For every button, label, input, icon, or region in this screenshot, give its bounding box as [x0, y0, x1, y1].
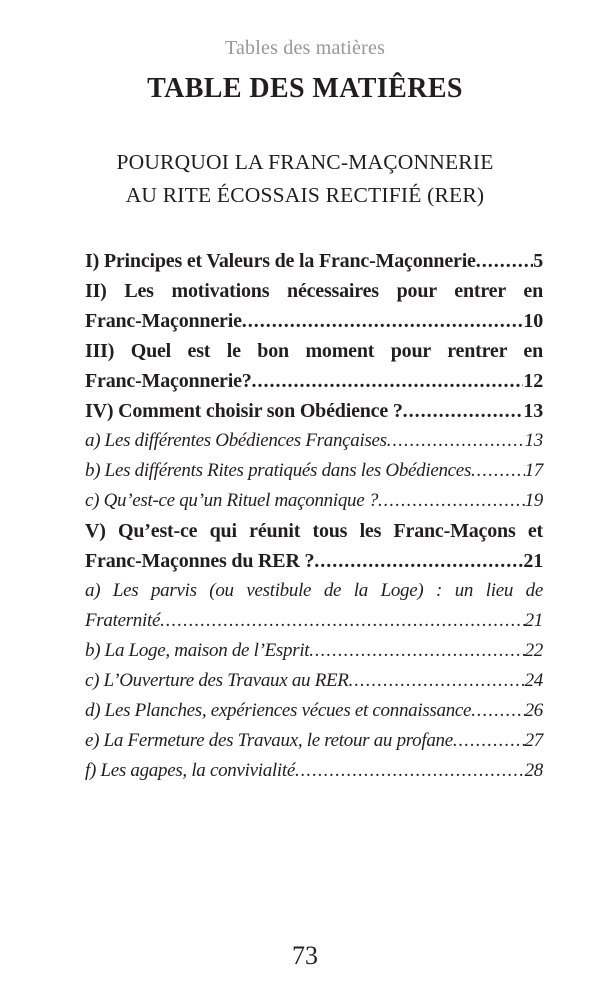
toc-entry-page-number: 26 [524, 700, 543, 721]
toc-dot-leader [471, 456, 525, 486]
toc-entry-text: c) Qu’est-ce qu’un Rituel maçonnique ? [85, 490, 379, 511]
running-header: Tables des matières [224, 37, 386, 59]
toc-entry-text: f) Les agapes, la convivialité [85, 760, 295, 781]
toc-entry-text: e) La Fermeture des Travaux, le retour au profane [85, 730, 453, 751]
toc-entry-text: III) Quel est le bon moment pour rentrer en [85, 340, 543, 362]
toc-entry-text: II) Les motivations nécessaires pour entrer en [85, 280, 543, 302]
toc-entry-text: a) Les parvis (ou vestibule de la Loge) : un lieu de [85, 580, 543, 601]
page-title: TABLE DES MATIÊRES [147, 73, 463, 104]
toc-entry-line [85, 306, 543, 336]
toc-dot-leader [453, 726, 525, 756]
toc-entry-line [85, 456, 543, 486]
toc-entry-page-number: 21 [523, 550, 543, 572]
toc-entry-line [85, 666, 543, 696]
toc-entry-line [85, 546, 543, 576]
toc-dot-leader [160, 606, 524, 636]
toc-entry-text: IV) Comment choisir son Obédience ? [85, 400, 403, 422]
toc-entry-page-number: 13 [524, 430, 543, 451]
toc-entry-line [85, 276, 543, 306]
toc-entry-page-number: 5 [533, 250, 543, 272]
toc-entry-page-number: 13 [523, 400, 543, 422]
toc-entry-line [85, 576, 543, 606]
toc-dot-leader [378, 486, 525, 516]
toc-dot-leader [471, 696, 524, 726]
toc-entry-page-number: 12 [523, 370, 543, 392]
toc-entry-page-number: 21 [524, 610, 543, 631]
chapter-subtitle-line-1: POURQUOI LA FRANC-MAÇONNERIE [116, 150, 494, 174]
toc-entry-line [85, 756, 543, 786]
toc-entry-text: d) Les Planches, expériences vécues et connaissance [85, 700, 472, 721]
toc-entry-text: Fraternité [85, 610, 161, 631]
toc-dot-leader [387, 426, 525, 456]
toc-entry-text: Franc-Maçonnerie [85, 310, 242, 332]
toc-dot-leader [309, 636, 524, 666]
toc-entry-text: Franc-Maçonnerie? [85, 370, 252, 392]
toc-entry-line [85, 396, 543, 426]
toc-entry-page-number: 10 [523, 310, 543, 332]
toc-entry-line [85, 486, 543, 516]
toc-dot-leader [349, 666, 525, 696]
toc-entry-page-number: 17 [524, 460, 543, 481]
toc-entry-line [85, 636, 543, 666]
toc-entry-text: a) Les différentes Obédiences Françaises [85, 430, 387, 451]
chapter-subtitle-line-2: AU RITE ÉCOSSAIS RECTIFIÉ (RER) [125, 183, 485, 207]
toc-entry-page-number: 19 [524, 490, 543, 511]
toc-entry-line [85, 366, 543, 396]
toc-list [0, 246, 610, 786]
toc-dot-leader [314, 546, 523, 576]
toc-entry-page-number: 27 [524, 730, 543, 751]
toc-entry-text: c) L’Ouverture des Travaux au RER [85, 670, 349, 691]
toc-entry-page-number: 22 [524, 640, 543, 661]
toc-entry-text: b) Les différents Rites pratiqués dans les Obédiences [85, 460, 472, 481]
toc-entry-line [85, 426, 543, 456]
toc-entry-page-number: 24 [524, 670, 543, 691]
toc-entry-text: I) Principes et Valeurs de la Franc-Maçonnerie [85, 250, 476, 272]
toc-entry-text: Franc-Maçonnes du RER ? [85, 550, 315, 572]
toc-dot-leader [295, 756, 525, 786]
toc-entry-line [85, 606, 543, 636]
toc-dot-leader [476, 246, 533, 276]
toc-dot-leader [252, 366, 524, 396]
toc-entry-page-number: 28 [524, 760, 543, 781]
toc-entry-text: b) La Loge, maison de l’Esprit [85, 640, 310, 661]
toc-entry-line [85, 246, 543, 276]
toc-dot-leader [242, 306, 524, 336]
footer-page-number: 73 [292, 941, 318, 970]
toc-entry-line [85, 726, 543, 756]
toc-entry-line [85, 696, 543, 726]
toc-entry-line [85, 516, 543, 546]
toc-entry-line [85, 336, 543, 366]
chapter-subtitle [0, 146, 610, 212]
toc-entry-text: V) Qu’est-ce qui réunit tous les Franc-Maçons et [85, 520, 543, 542]
toc-dot-leader [403, 396, 524, 426]
